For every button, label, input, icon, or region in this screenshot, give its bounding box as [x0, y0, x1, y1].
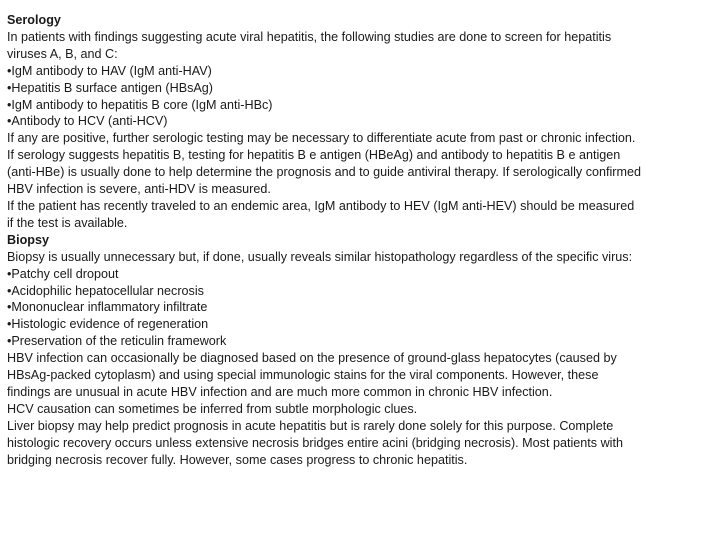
serology-positive-paragraph	[7, 130, 713, 147]
text-line: HBV infection is severe, anti-HDV is measured.	[7, 182, 271, 197]
text-line: bridging necrosis recover fully. However, some cases progress to chronic hepatitis.	[7, 452, 468, 467]
biopsy-intro-paragraph	[7, 249, 713, 266]
text-line: Biopsy is usually unnecessary but, if done, usually reveals similar histopathology regardless of the specific virus:	[7, 249, 633, 264]
list-item: •Acidophilic hepatocellular necrosis	[7, 283, 204, 298]
text-line: findings are unusual in acute HBV infection and are much more common in chronic HBV infection.	[7, 384, 553, 399]
text-line: HBsAg-packed cytoplasm) and using special immunologic stains for the viral components. However, these	[7, 368, 599, 383]
serology-heading: Serology	[7, 13, 61, 27]
text-line: HBV infection can occasionally be diagnosed based on the presence of ground-glass hepatocytes (caused by	[7, 351, 617, 366]
biopsy-heading: Biopsy	[7, 232, 49, 247]
list-item: •IgM antibody to hepatitis B core (IgM anti-HBc)	[7, 97, 273, 112]
list-item: •IgM antibody to HAV (IgM anti-HAV)	[7, 63, 212, 78]
list-item: •Antibody to HCV (anti-HCV)	[7, 114, 168, 129]
document-body	[7, 12, 713, 468]
biopsy-prognosis-paragraph	[7, 418, 713, 469]
text-line: Liver biopsy may help predict prognosis in acute hepatitis but is rarely done solely for this purpose. Complete	[7, 418, 614, 433]
serology-intro-paragraph	[7, 29, 713, 63]
text-line: HCV causation can sometimes be inferred from subtle morphologic clues.	[7, 401, 418, 416]
biopsy-hcv-paragraph	[7, 401, 713, 418]
biopsy-findings-list	[7, 266, 713, 351]
list-item: •Patchy cell dropout	[7, 266, 119, 281]
serology-hbv-paragraph	[7, 147, 713, 198]
text-line: If any are positive, further serologic testing may be necessary to differentiate acute from past or chronic infection.	[7, 131, 636, 146]
list-item: •Mononuclear inflammatory infiltrate	[7, 300, 208, 315]
serology-travel-paragraph	[7, 198, 713, 232]
text-line: viruses A, B, and C:	[7, 46, 118, 61]
text-line: In patients with findings suggesting acute viral hepatitis, the following studies are done to screen for hepatitis	[7, 29, 612, 44]
list-item: •Preservation of the reticulin framework	[7, 334, 227, 349]
list-item: •Hepatitis B surface antigen (HBsAg)	[7, 80, 214, 95]
text-line: if the test is available.	[7, 215, 128, 230]
text-line: If the patient has recently traveled to an endemic area, IgM antibody to HEV (IgM anti-HEV) should be measured	[7, 198, 635, 213]
text-line: If serology suggests hepatitis B, testing for hepatitis B e antigen (HBeAg) and antibody to hepatitis B e antigen	[7, 148, 621, 163]
text-line: (anti-HBe) is usually done to help determine the prognosis and to guide antiviral therapy. If serologically confirmed	[7, 165, 641, 180]
biopsy-hbv-paragraph	[7, 350, 713, 401]
text-line: histologic recovery occurs unless extensive necrosis bridges entire acini (bridging necrosis). Most patients with	[7, 435, 623, 450]
list-item: •Histologic evidence of regeneration	[7, 317, 209, 332]
serology-test-list	[7, 63, 713, 131]
